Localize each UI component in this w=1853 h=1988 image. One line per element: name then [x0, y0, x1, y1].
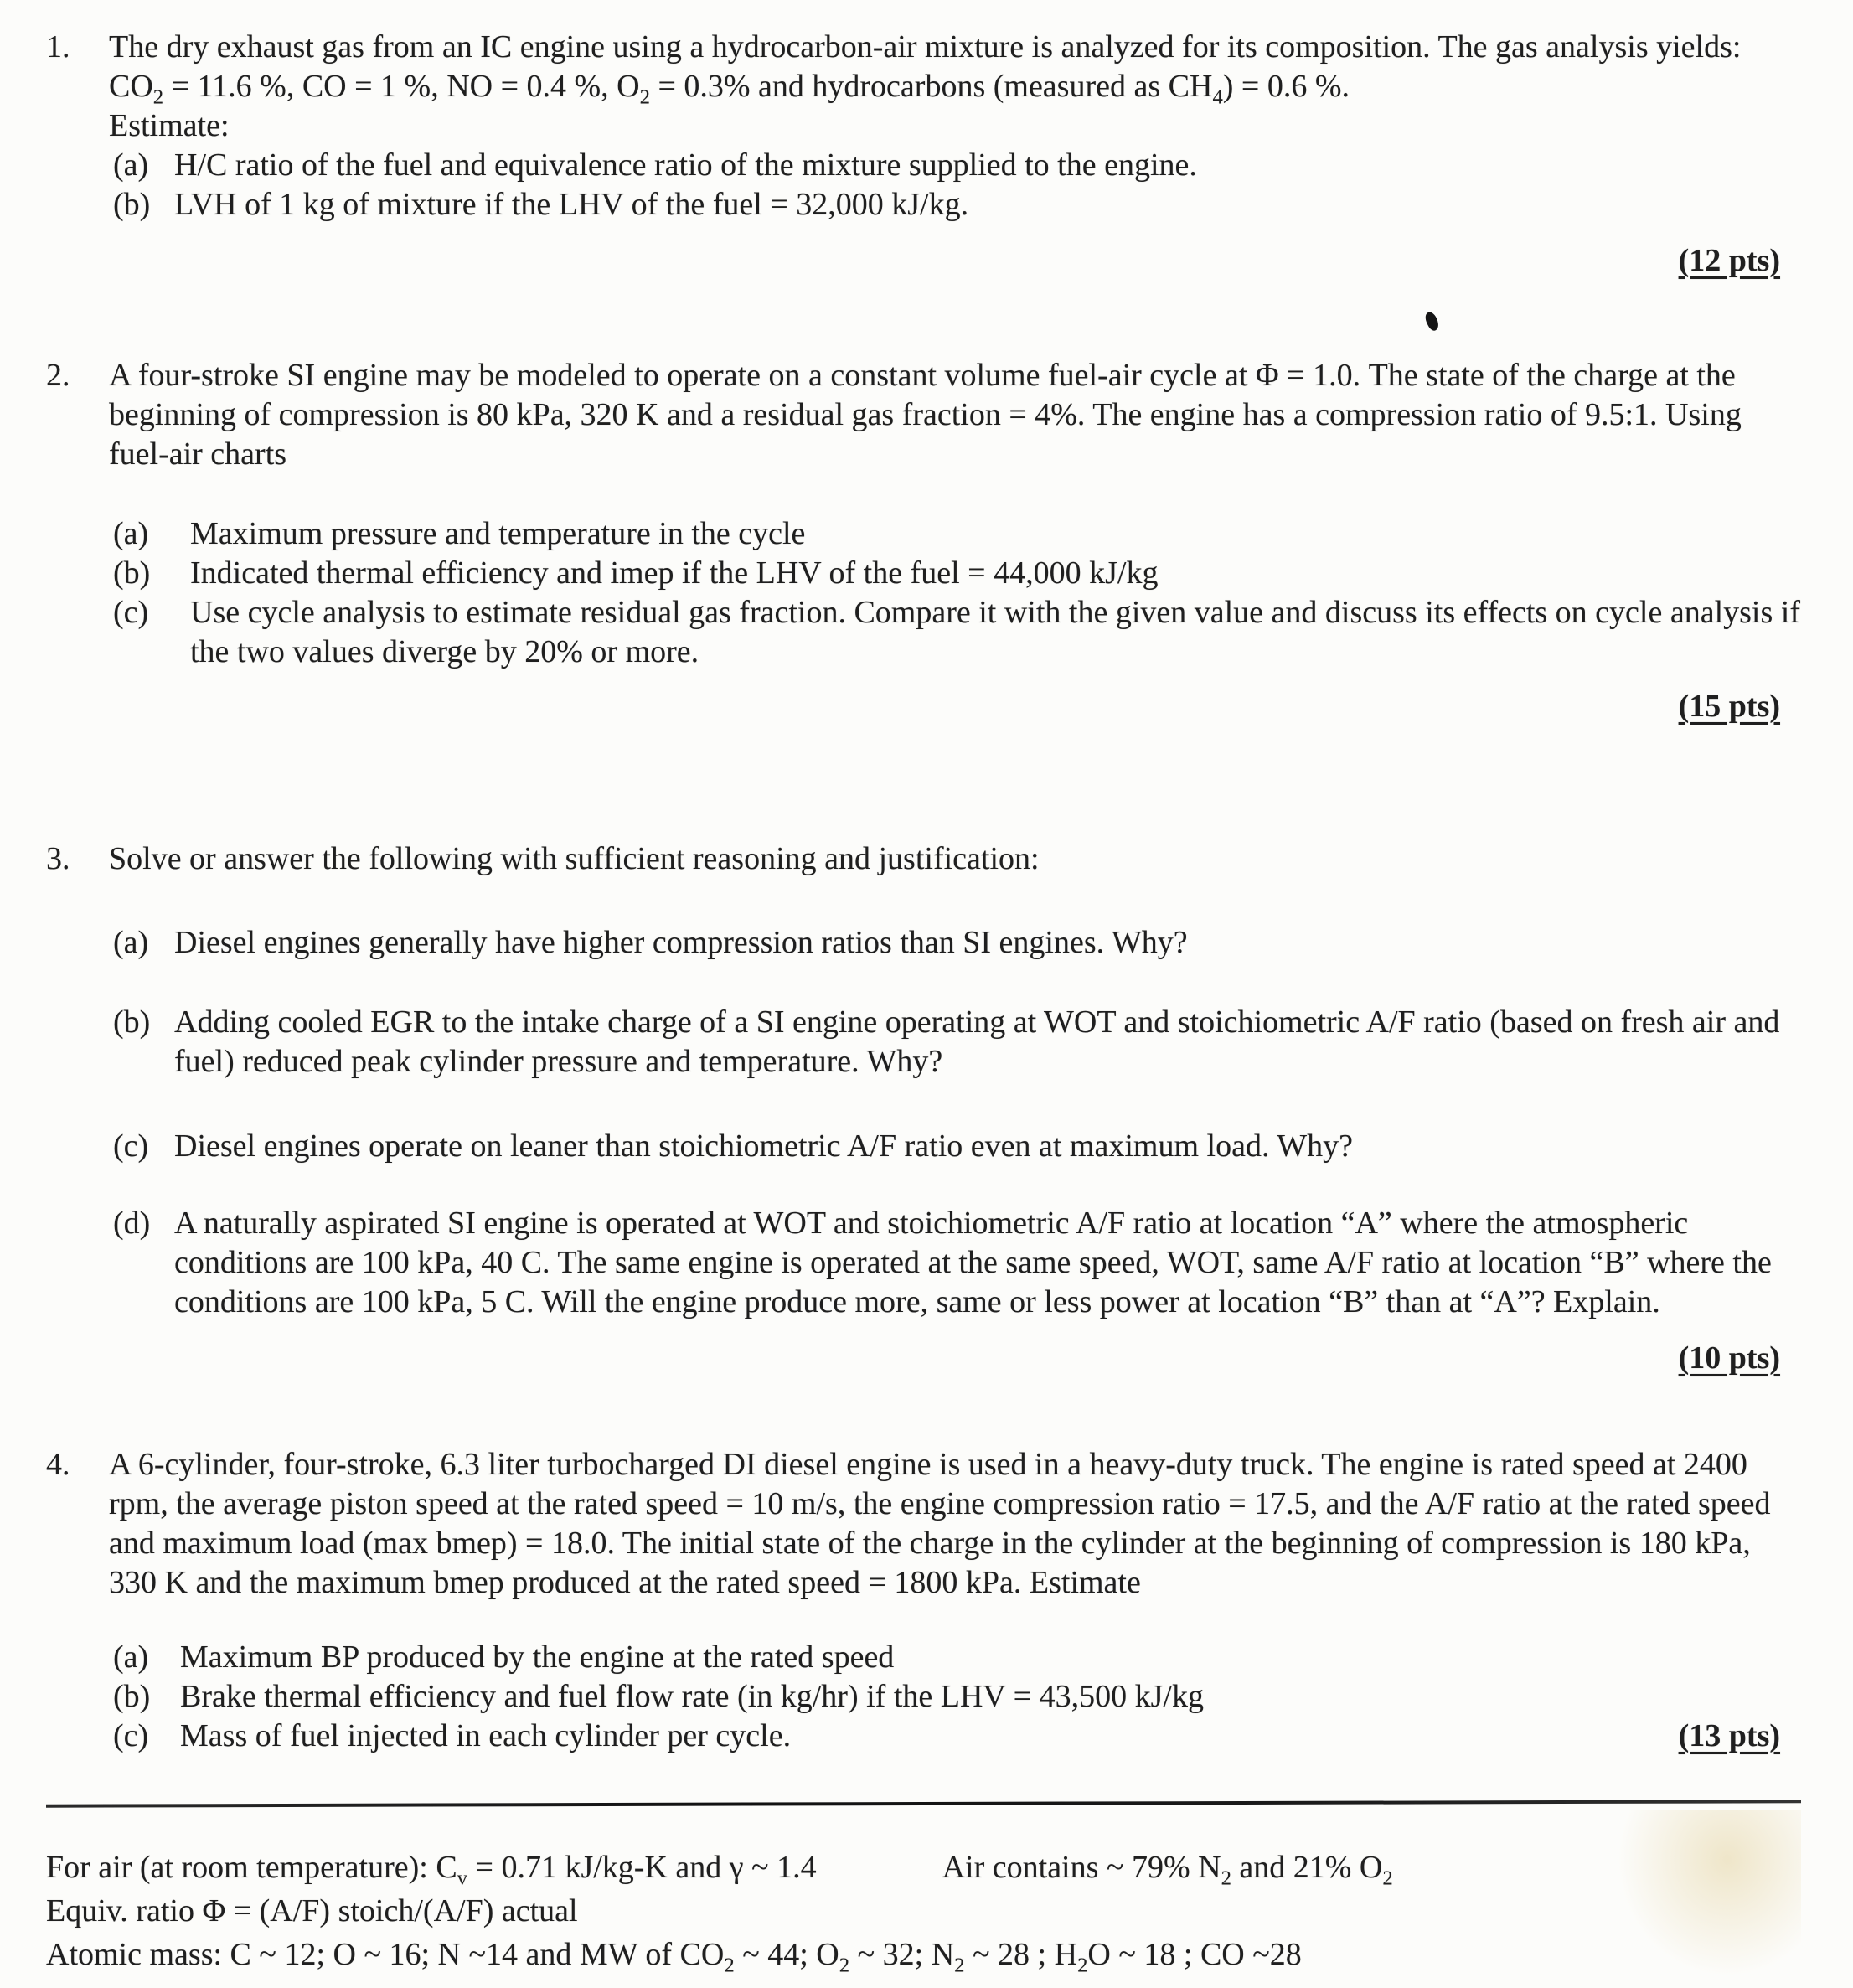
item-text: Mass of fuel injected in each cylinder per cycle.	[180, 1718, 792, 1753]
item-label: (c)	[113, 595, 149, 630]
points-badge: (15 pts)	[1678, 689, 1780, 724]
item-text: Adding cooled EGR to the intake charge of a SI engine operating at WOT and stoichiometric A/F ratio (based on fresh air and fuel) reduced peak cylinder pressure and temperature. Why?	[174, 1004, 1780, 1079]
list-item	[113, 593, 1801, 672]
points-badge: (12 pts)	[1678, 243, 1780, 278]
list-item	[113, 514, 1801, 554]
air-composition: Air contains ~ 79% $N_2$ and 21% $O_2$	[942, 1850, 1393, 1890]
formula-footer	[46, 1846, 1801, 1976]
list-item	[113, 1204, 1801, 1322]
list-item	[113, 146, 1801, 185]
item-label: (c)	[113, 1718, 149, 1753]
question-3-items	[46, 923, 1801, 1322]
question-4-number: 4.	[46, 1447, 70, 1482]
question-3-number: 3.	[46, 841, 70, 876]
item-label: (b)	[113, 1679, 151, 1714]
footer-line-air	[46, 1846, 1801, 1889]
question-4-items	[46, 1638, 1801, 1756]
item-text: A naturally aspirated SI engine is operated at WOT and stoichiometric A/F ratio at location “A” where the atmospheric conditions are 100 kPa, 40 C. The same engine is operated at the same speed, WOT, same A/F ratio at location “B” where the conditions are 100 kPa, 5 C. Will the engine produce more, same or less power at location “B” than at “A”? Explain.	[174, 1206, 1772, 1319]
ink-dot	[1422, 310, 1441, 332]
list-item	[113, 1638, 1801, 1677]
list-item	[113, 554, 1801, 593]
item-label: (b)	[113, 1004, 151, 1040]
item-text: H/C ratio of the fuel and equivalence ratio of the mixture supplied to the engine.	[174, 147, 1197, 183]
question-1-sub-intro: Estimate:	[109, 108, 230, 143]
question-2-intro: A four-stroke SI engine may be modeled to operate on a constant volume fuel-air cycle at Φ = 1.0. The state of the charge at the beginning of compression is 80 kPa, 320 K and a residual gas fraction = 4%. The engine has a compression ratio of 9.5:1. Using fuel-air charts	[109, 358, 1742, 472]
question-1-items	[46, 146, 1801, 225]
item-text: LVH of 1 kg of mixture if the LHV of the fuel = 32,000 kJ/kg.	[174, 187, 969, 222]
question-4-intro: A 6-cylinder, four-stroke, 6.3 liter turbocharged DI diesel engine is used in a heavy-duty truck. The engine is rated speed at 2400 rpm, the average piston speed at the rated speed = 10 m/s, the engine compression ratio = 17.5, and the A/F ratio at the rated speed and maximum load (max bmep) = 18.0. The initial state of the charge in the cylinder at the beginning of compression is 180 kPa, 330 K and the maximum bmep produced at the rated speed = 1800 kPa. Estimate	[109, 1447, 1771, 1600]
question-3	[46, 839, 1801, 1378]
question-2	[46, 356, 1801, 726]
item-label: (a)	[113, 1639, 149, 1675]
question-1-number: 1.	[46, 29, 70, 65]
question-1	[46, 28, 1801, 281]
item-label: (b)	[113, 187, 151, 222]
footer-gap	[817, 1846, 942, 1889]
question-1-intro: The dry exhaust gas from an IC engine using a hydrocarbon-air mixture is analyzed for its composition. The gas analysis yields: $CO_2 = 11.6$ %, CO = 1 %, NO = 0.4 %, $O_2 = 0.3\%$ and hydrocarbons (measured as $CH_4) = 0.6$ %.	[109, 29, 1742, 109]
list-item	[113, 1127, 1801, 1166]
equivalence-ratio-definition: Equiv. ratio Φ = (A/F) stoich/(A/F) actual	[46, 1893, 578, 1929]
item-text: Maximum BP produced by the engine at the rated speed	[180, 1639, 895, 1675]
item-label: (a)	[113, 147, 149, 183]
item-text: Maximum pressure and temperature in the cycle	[190, 516, 806, 551]
item-label: (b)	[113, 555, 151, 591]
list-item	[113, 923, 1801, 963]
air-properties: For air (at room temperature): $C_v = 0.71$ kJ/kg-K and γ ~ 1.4	[46, 1850, 817, 1890]
item-text: Brake thermal efficiency and fuel flow rate (in kg/hr) if the LHV = 43,500 kJ/kg	[180, 1679, 1204, 1714]
question-3-intro: Solve or answer the following with sufficient reasoning and justification:	[109, 841, 1040, 876]
item-label: (c)	[113, 1128, 149, 1164]
list-item	[113, 1003, 1801, 1082]
item-text: Diesel engines generally have higher compression ratios than SI engines. Why?	[174, 925, 1188, 960]
item-text: Indicated thermal efficiency and imep if the LHV of the fuel = 44,000 kJ/kg	[190, 555, 1159, 591]
points-badge: (10 pts)	[1678, 1340, 1780, 1376]
item-label: (a)	[113, 925, 149, 960]
list-item	[113, 1717, 1801, 1756]
points-badge: (13 pts)	[1678, 1718, 1780, 1753]
item-text: Diesel engines operate on leaner than stoichiometric A/F ratio even at maximum load. Why?	[174, 1128, 1353, 1164]
list-item	[113, 1677, 1801, 1717]
list-item	[113, 185, 1801, 225]
divider-line	[46, 1800, 1801, 1807]
question-2-items	[46, 514, 1801, 672]
atomic-masses: Atomic mass: C ~ 12; O ~ 16; N ~14 and MW of $CO_2$ ~ 44; $O_2$ ~ 32; $N_2$ ~ 28 ; $H_2O$ ~ 18 ; CO ~28	[46, 1937, 1302, 1977]
item-label: (d)	[113, 1206, 151, 1241]
question-2-number: 2.	[46, 358, 70, 393]
question-4	[46, 1445, 1801, 1756]
item-text: Use cycle analysis to estimate residual gas fraction. Compare it with the given value and discuss its effects on cycle analysis if the two values diverge by 20% or more.	[190, 595, 1800, 669]
item-label: (a)	[113, 516, 149, 551]
